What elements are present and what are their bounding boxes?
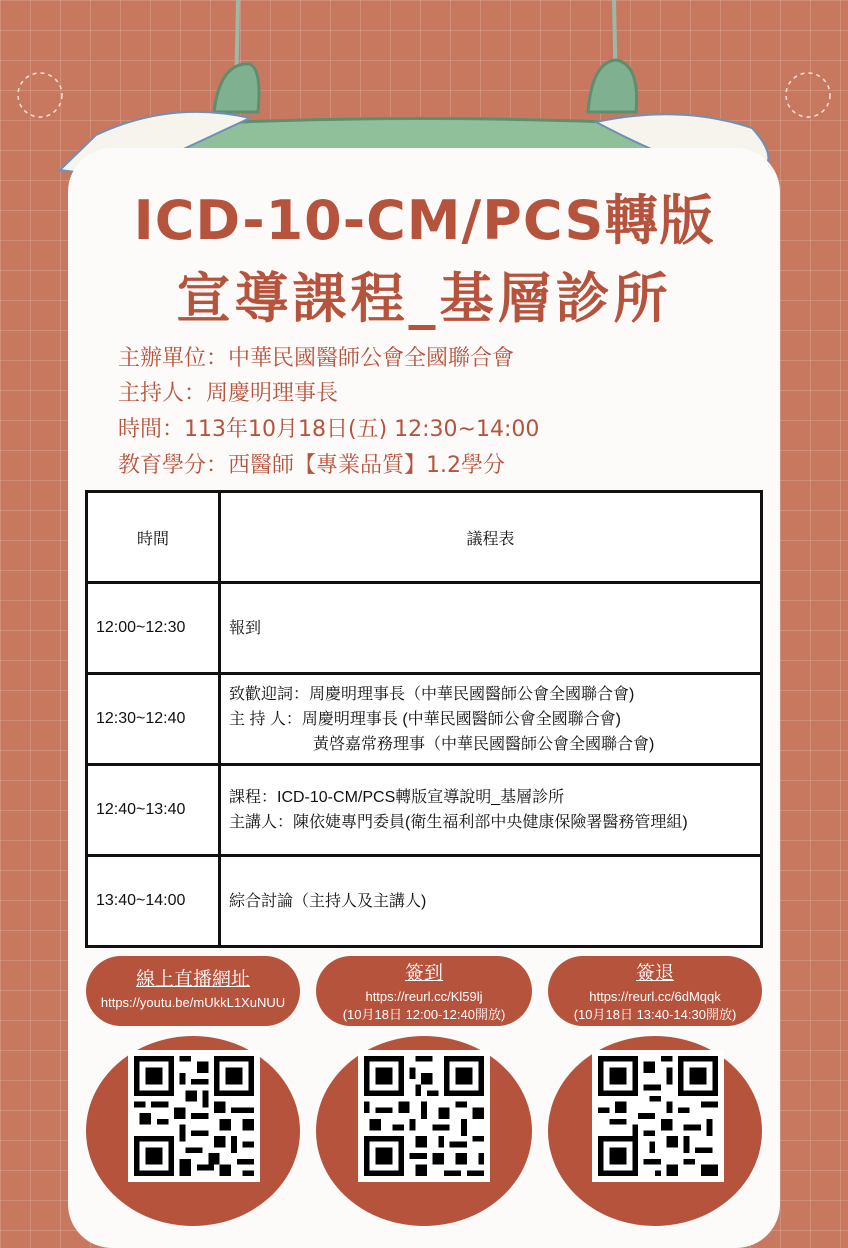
row-content [220, 674, 762, 765]
row-line: 綜合討論（主持人及主講人) [229, 892, 427, 910]
info-credits: 教育學分：西醫師【專業品質】1.2學分 [118, 453, 505, 478]
table-row [87, 856, 762, 947]
row-line: 主講人：陳依婕專門委員(衛生福利部中央健康保險署醫務管理組) [229, 814, 688, 831]
agenda-header-row [87, 492, 762, 583]
signin-url[interactable]: https://reurl.cc/Kl59lj [365, 989, 483, 1004]
row-line: 課程：ICD-10-CM/PCS轉版宣導說明_基層診所 [229, 789, 565, 806]
info-host: 主持人：周慶明理事長 [118, 381, 339, 406]
live-stream-url[interactable]: https://youtu.be/mUkkL1XuNUU [100, 995, 286, 1010]
row-time: 12:30~12:40 [87, 674, 220, 765]
row-line: 黃啓嘉常務理事（中華民國醫師公會全國聯合會) [313, 735, 655, 753]
signout-pill[interactable] [548, 956, 762, 1026]
row-time: 12:40~13:40 [87, 765, 220, 856]
live-qr-code[interactable] [128, 1050, 260, 1182]
live-stream-title[interactable]: 線上直播網址 [135, 969, 250, 990]
signout-url[interactable]: https://reurl.cc/6dMqqk [589, 989, 721, 1004]
row-line: 主 持 人：周慶明理事長 (中華民國醫師公會全國聯合會) [229, 710, 621, 728]
row-content [220, 856, 762, 947]
poster-title-line1: ICD-10-CM/PCS轉版 [133, 189, 715, 252]
signin-title[interactable]: 簽到 [404, 963, 443, 984]
row-time: 12:00~12:30 [87, 583, 220, 674]
table-row [87, 765, 762, 856]
row-line: 報到 [229, 619, 262, 637]
table-row [87, 674, 762, 765]
info-time: 時間：113年10月18日(五) 12:30~14:00 [118, 417, 540, 442]
row-content [220, 583, 762, 674]
row-content [220, 765, 762, 856]
info-organizer: 主辦單位：中華民國醫師公會全國聯合會 [118, 346, 515, 371]
signin-qr-code[interactable] [358, 1050, 490, 1182]
signout-qr-code[interactable] [592, 1050, 724, 1182]
signout-note: (10月18日 13:40-14:30開放) [573, 1007, 737, 1022]
table-row [87, 583, 762, 674]
header-agenda: 議程表 [220, 492, 762, 583]
row-line: 致歡迎詞：周慶明理事長（中華民國醫師公會全國聯合會) [229, 685, 635, 703]
signin-note: (10月18日 12:00-12:40開放) [342, 1007, 506, 1022]
live-stream-pill[interactable] [86, 956, 300, 1026]
header-time: 時間 [87, 492, 220, 583]
poster-title-line2: 宣導課程_基層診所 [176, 267, 672, 330]
agenda-table [85, 490, 763, 948]
row-time: 13:40~14:00 [87, 856, 220, 947]
signout-title[interactable]: 簽退 [635, 963, 674, 984]
signin-pill[interactable] [316, 956, 532, 1026]
